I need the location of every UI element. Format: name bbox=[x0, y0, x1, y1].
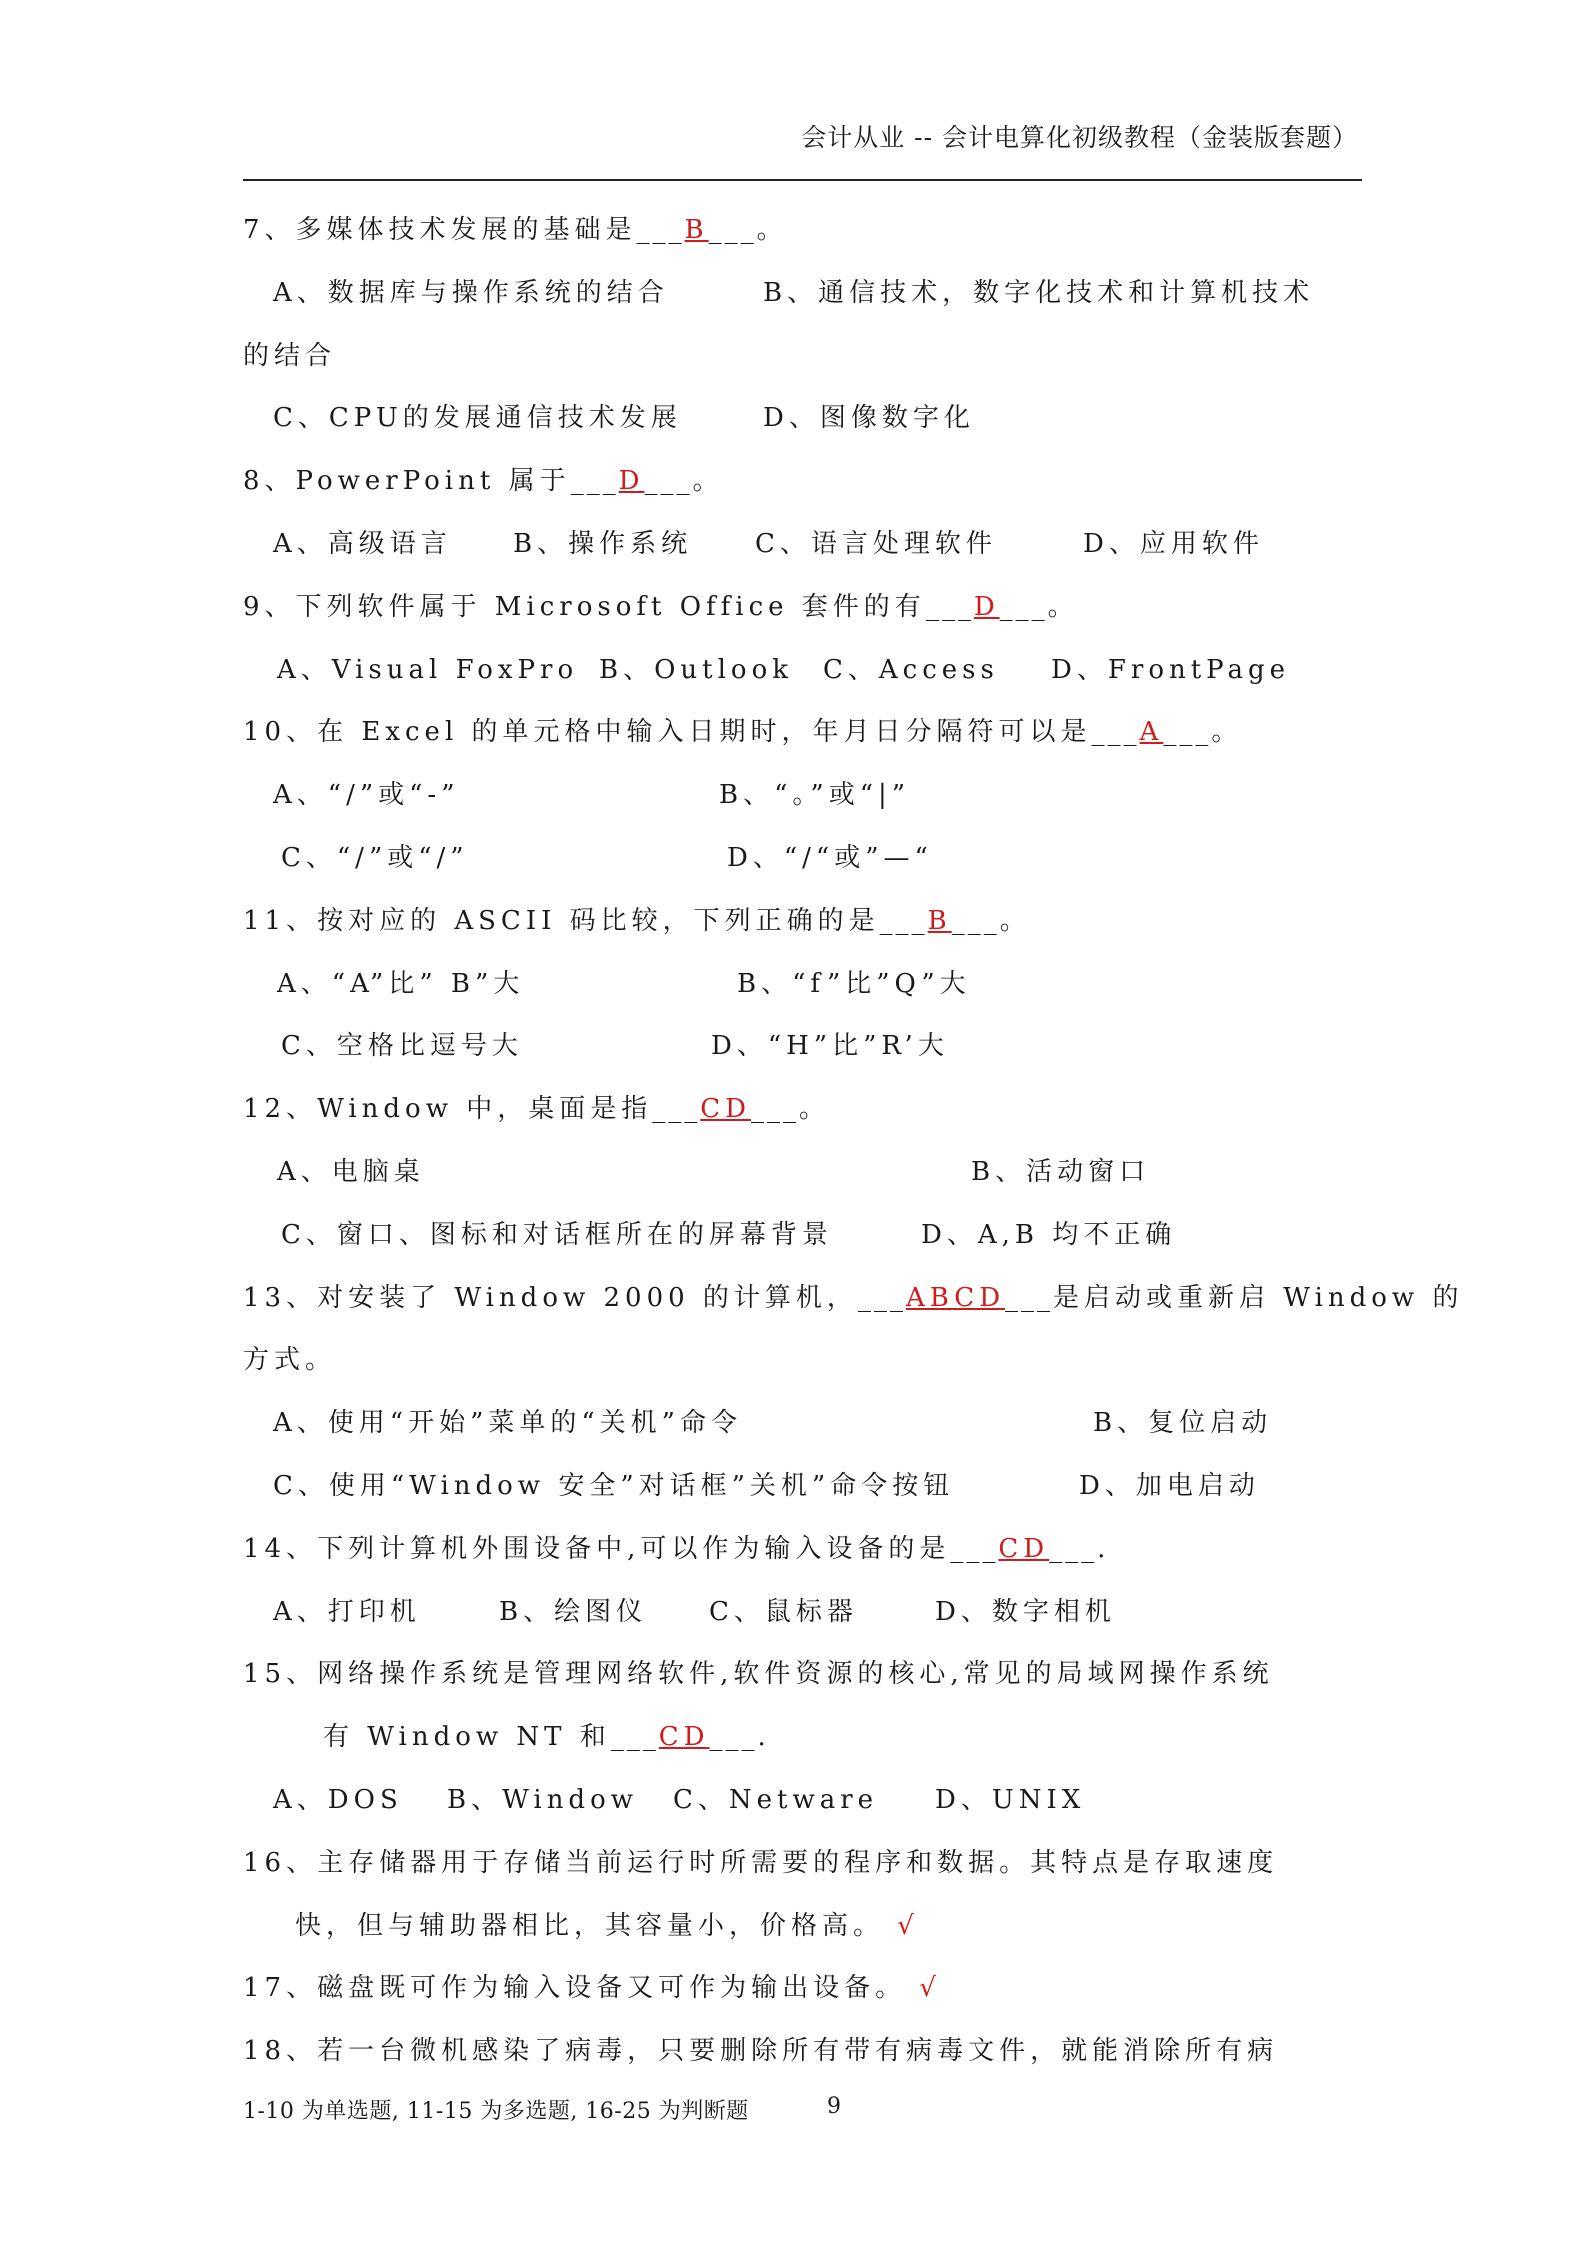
question-stem-end: 是启动或重新启 Window 的 bbox=[1053, 1282, 1464, 1313]
answer-mark: B bbox=[927, 905, 952, 936]
question-stem-text: 11、按对应的 ASCII 码比较，下列正确的是 bbox=[243, 905, 880, 936]
question-9-stem bbox=[243, 584, 1368, 647]
option-a: A、Visual FoxPro bbox=[277, 654, 579, 685]
question-7-options-row2 bbox=[243, 395, 1368, 458]
question-11-stem bbox=[243, 898, 1368, 961]
answer-mark: D bbox=[973, 591, 1000, 622]
option-a: A、DOS bbox=[273, 1784, 403, 1815]
option-d: D、图像数字化 bbox=[763, 403, 975, 434]
question-15-stem: 15、网络操作系统是管理网络软件,软件资源的核心,常见的局域网操作系统 bbox=[243, 1659, 1274, 1690]
answer-blank-left: ___ bbox=[652, 1094, 701, 1125]
option-b: B、“f”比”Q”大 bbox=[737, 968, 971, 999]
option-c: C、语言处理软件 bbox=[755, 528, 997, 559]
option-d: D、应用软件 bbox=[1083, 528, 1264, 559]
question-stem-text: 9、下列软件属于 Microsoft Office 套件的有 bbox=[243, 591, 926, 622]
answer-mark: A bbox=[1139, 717, 1164, 748]
option-b: B、通信技术，数字化技术和计算机技术 bbox=[763, 277, 1315, 308]
option-c: C、鼠标器 bbox=[709, 1596, 858, 1627]
question-13-stem bbox=[243, 1275, 1464, 1338]
question-stem-text: 8、PowerPoint 属于 bbox=[243, 466, 571, 497]
question-13-options-row2 bbox=[243, 1463, 1368, 1526]
question-16-stem: 16、主存储器用于存储当前运行时所需要的程序和数据。其特点是存取速度 bbox=[243, 1847, 1279, 1878]
question-10-stem bbox=[243, 709, 1368, 772]
question-stem-text: 7、多媒体技术发展的基础是 bbox=[243, 215, 637, 245]
option-d: D、UNIX bbox=[935, 1784, 1086, 1815]
answer-mark: B bbox=[684, 215, 709, 245]
option-a: A、数据库与操作系统的结合 bbox=[273, 277, 669, 308]
question-9-options bbox=[243, 647, 1368, 710]
question-list bbox=[243, 207, 1464, 2091]
option-b: B、“。”或“|” bbox=[719, 780, 911, 811]
question-18-stem: 18、若一台微机感染了病毒，只要删除所有带有病毒文件，就能消除所有病 bbox=[243, 2036, 1279, 2067]
option-d: D、“/“或”—“ bbox=[727, 842, 933, 873]
answer-blank-right: ___ bbox=[1005, 1282, 1054, 1313]
answer-blank-left: ___ bbox=[1091, 717, 1140, 748]
option-c: C、使用“Window 安全”对话框”关机”命令按钮 bbox=[273, 1470, 955, 1501]
option-a: A、打印机 bbox=[273, 1596, 421, 1627]
option-d: D、加电启动 bbox=[1079, 1470, 1260, 1501]
answer-blank-right: ___ bbox=[951, 905, 1000, 936]
question-7-option-b-continuation: 的结合 bbox=[243, 340, 337, 371]
question-stem-text: 12、Window 中，桌面是指 bbox=[243, 1094, 653, 1125]
option-d: D、“H”比”R’大 bbox=[711, 1031, 949, 1062]
question-stem-end: 。 bbox=[798, 1094, 830, 1125]
option-d: D、A,B 均不正确 bbox=[921, 1219, 1177, 1250]
option-b: B、绘图仪 bbox=[499, 1596, 648, 1627]
option-c: C、Netware bbox=[673, 1784, 879, 1815]
question-stem-end: 。 bbox=[999, 905, 1031, 936]
question-15-stem-continuation bbox=[243, 1714, 1368, 1777]
question-11-options-row2 bbox=[243, 1023, 1368, 1086]
question-stem-end: 。 bbox=[1211, 717, 1243, 748]
option-c: C、“/”或“/” bbox=[281, 842, 469, 873]
answer-blank-left: ___ bbox=[925, 591, 974, 622]
question-stem-end: . bbox=[757, 1722, 771, 1753]
question-stem-text: 14、下列计算机外围设备中,可以作为输入设备的是 bbox=[243, 1533, 951, 1564]
header-divider bbox=[243, 179, 1362, 181]
footer-note: 1-10 为单选题, 11-15 为多选题, 16-25 为判断题 bbox=[243, 2099, 749, 2124]
option-b: B、活动窗口 bbox=[971, 1156, 1151, 1187]
answer-blank-right: ___ bbox=[1049, 1533, 1098, 1564]
answer-mark: CD bbox=[700, 1094, 751, 1125]
option-c: C、Access bbox=[823, 654, 999, 685]
answer-blank-right: ___ bbox=[999, 591, 1048, 622]
question-7-stem bbox=[243, 207, 1368, 270]
option-a: A、“A”比” B”大 bbox=[277, 968, 525, 999]
answer-blank-right: ___ bbox=[709, 1722, 758, 1753]
question-13-stem-continuation: 方式。 bbox=[243, 1345, 337, 1376]
option-a: A、“/”或“-” bbox=[273, 780, 460, 811]
option-d: D、FrontPage bbox=[1051, 654, 1291, 685]
question-14-stem bbox=[243, 1526, 1368, 1589]
answer-blank-right: ___ bbox=[1163, 717, 1212, 748]
answer-blank-left: ___ bbox=[636, 215, 685, 245]
question-stem-end: . bbox=[1097, 1533, 1111, 1564]
answer-mark: CD bbox=[998, 1533, 1050, 1564]
option-a: A、电脑桌 bbox=[277, 1156, 425, 1187]
option-c: C、空格比逗号大 bbox=[281, 1031, 523, 1062]
check-mark-icon: √ bbox=[897, 1910, 919, 1941]
option-b: B、复位启动 bbox=[1093, 1408, 1273, 1439]
question-17-stem bbox=[243, 1965, 1368, 2028]
question-stem-text: 10、在 Excel 的单元格中输入日期时，年月日分隔符可以是 bbox=[243, 717, 1092, 748]
option-c: C、CPU的发展通信技术发展 bbox=[273, 403, 682, 434]
question-stem-end: 。 bbox=[1047, 591, 1079, 622]
question-12-stem bbox=[243, 1086, 1368, 1149]
answer-mark: ABCD bbox=[905, 1282, 1006, 1313]
answer-blank-right: ___ bbox=[750, 1094, 799, 1125]
option-c: C、窗口、图标和对话框所在的屏幕背景 bbox=[281, 1219, 833, 1250]
question-15-options bbox=[243, 1777, 1368, 1840]
question-7-options-row1 bbox=[243, 270, 1368, 333]
answer-mark: D bbox=[618, 466, 645, 497]
page-header-title: 会计从业 -- 会计电算化初级教程（金装版套题） bbox=[801, 123, 1358, 152]
answer-blank-left: ___ bbox=[950, 1533, 999, 1564]
answer-blank-left: ___ bbox=[570, 466, 619, 497]
question-stem-end: 。 bbox=[692, 466, 724, 497]
option-b: B、操作系统 bbox=[513, 528, 693, 559]
question-12-options-row2 bbox=[243, 1212, 1368, 1275]
question-stem-text: 快，但与辅助器相比，其容量小，价格高。 bbox=[295, 1910, 885, 1941]
answer-mark: CD bbox=[658, 1722, 710, 1753]
question-12-options-row1 bbox=[243, 1149, 1368, 1212]
option-b: B、Window bbox=[447, 1784, 638, 1815]
question-stem-text: 17、磁盘既可作为输入设备又可作为输出设备。 bbox=[243, 1973, 907, 2004]
answer-blank-left: ___ bbox=[879, 905, 928, 936]
question-8-options bbox=[243, 521, 1368, 584]
question-13-options-row1 bbox=[243, 1400, 1368, 1463]
check-mark-icon: √ bbox=[919, 1973, 941, 2004]
option-a: A、使用“开始”菜单的“关机”命令 bbox=[273, 1408, 742, 1439]
answer-blank-left: ___ bbox=[857, 1282, 906, 1313]
question-stem-text: 13、对安装了 Window 2000 的计算机， bbox=[243, 1282, 858, 1313]
question-10-options-row1 bbox=[243, 772, 1368, 835]
question-11-options-row1 bbox=[243, 961, 1368, 1024]
question-10-options-row2 bbox=[243, 835, 1368, 898]
question-8-stem bbox=[243, 458, 1368, 521]
page-number: 9 bbox=[827, 2094, 841, 2119]
question-16-stem-continuation bbox=[243, 1903, 1368, 1966]
answer-blank-right: ___ bbox=[708, 215, 757, 245]
answer-blank-left: ___ bbox=[610, 1722, 659, 1753]
answer-blank-right: ___ bbox=[644, 466, 693, 497]
question-stem-text: 有 Window NT 和 bbox=[323, 1722, 611, 1753]
option-b: B、Outlook bbox=[599, 654, 793, 685]
option-a: A、高级语言 bbox=[273, 528, 452, 559]
option-d: D、数字相机 bbox=[935, 1596, 1116, 1627]
question-stem-end: 。 bbox=[756, 215, 788, 245]
question-14-options bbox=[243, 1589, 1368, 1652]
